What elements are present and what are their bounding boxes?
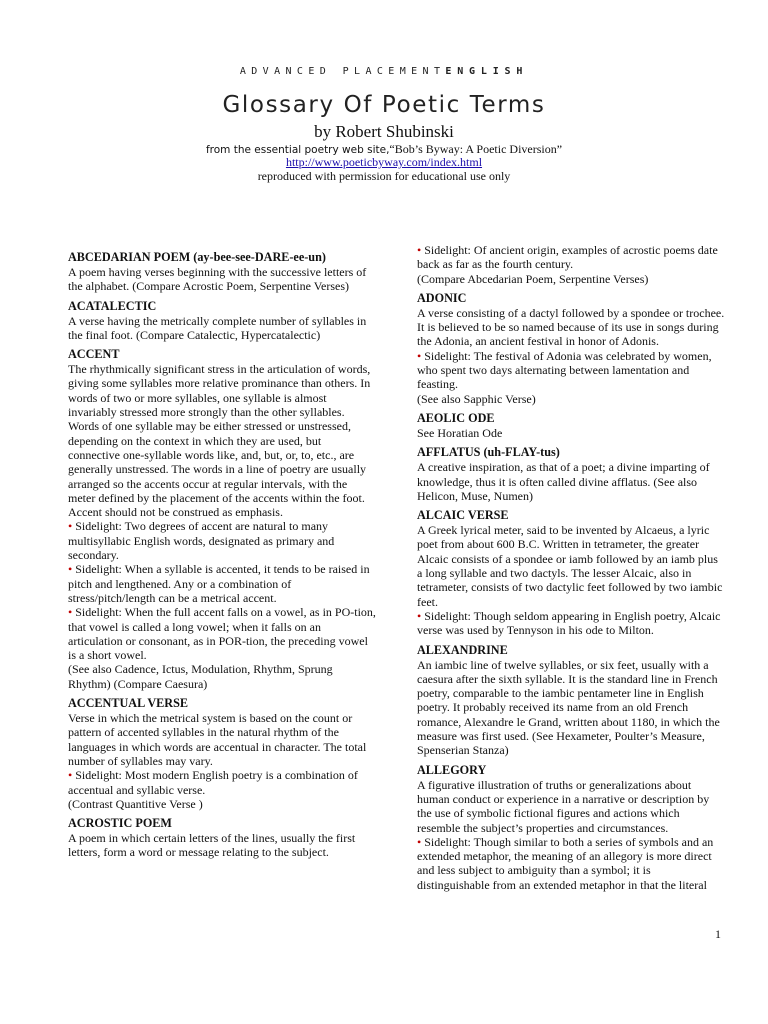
source-url-line	[0, 155, 768, 170]
page-number: 1	[715, 927, 721, 941]
definition-text: The rhythmically significant stress in the articulation of words, giving some syllables more relative prominance than others. In words of two or more syllables, one syllable is almost invariably stressed more strongly than the other syllables. Words of one syllable may be either stressed or unstressed, depending on the context in which they are used, but connective one-syllable words like, and, but, or, to, etc., are generally unstressed. The words in a line of poetry are usually arranged so the accents occur at regular intervals, with the meter defined by the placement of the accents within the foot. Accent should not be construed as emphasis.	[68, 362, 371, 520]
glossary-term: ABCEDARIAN POEM (ay-bee-see-DARE-ee-un)	[68, 250, 326, 264]
bullet-icon: •	[68, 519, 76, 534]
glossary-entry	[417, 643, 725, 758]
permission-note: reproduced with permission for educational use only	[257, 169, 511, 183]
glossary-entry	[417, 763, 725, 892]
sidelight-note	[417, 349, 725, 392]
glossary-right-column	[417, 243, 725, 897]
bullet-icon: •	[417, 243, 425, 257]
definition-text: A poem in which certain letters of the lines, usually the first letters, form a word or message relating to the subject.	[68, 831, 356, 860]
glossary-entry	[417, 291, 725, 406]
sidelight-text: Sidelight: Though similar to both a series of symbols and an extended metaphor, the meaning of an allegory is more direct and less subject to ambiguity than a symbol; it is distinguishable from an extended metaphor in that the literal	[417, 834, 714, 892]
sidelight-text: Sidelight: Two degrees of accent are natural to many multisyllabic English words, designated as primary and secondary.	[68, 519, 335, 563]
glossary-term: ACATALECTIC	[68, 298, 157, 313]
glossary-term: ACCENTUAL VERSE	[68, 696, 188, 711]
sidelight-note	[68, 605, 376, 662]
course-kicker	[0, 66, 768, 77]
cross-reference: (See also Cadence, Ictus, Modulation, Rhythm, Sprung Rhythm) (Compare Caesura)	[68, 662, 333, 691]
definition-text: A Greek lyrical meter, said to be invented by Alcaeus, a lyric poet from about 600 B.C. Written in tetrameter, the greater Alcaic consists of a spondee or iamb followed by an iamb plus a long syllable and two dactyls. The lesser Alcaic, also in tetrameter, consists of two dactylic feet followed by two iambic feet.	[417, 523, 723, 609]
source-name: “Bob’s Byway: A Poetic Diversion”	[389, 142, 563, 156]
definition-text: A poem having verses beginning with the successive letters of the alphabet. (Compare Acrostic Poem, Serpentine Verses)	[68, 265, 367, 294]
sidelight-text: Sidelight: The festival of Adonia was celebrated by women, who spent two days alternating between lamentation and feasting.	[417, 348, 712, 392]
glossary-entry	[417, 411, 725, 440]
sidelight-note	[417, 609, 725, 638]
glossary-term: ADONIC	[417, 290, 467, 305]
cross-reference: (Contrast Quantitive Verse )	[68, 796, 203, 811]
glossary-term: ALCAIC VERSE	[417, 508, 509, 523]
bullet-icon: •	[417, 834, 425, 849]
glossary-entry	[417, 243, 725, 286]
glossary-term: ALEXANDRINE	[417, 642, 508, 657]
definition-text: A verse consisting of a dactyl followed by a spondee or trochee. It is believed to be so named because of its use in songs during the Adonia, an ancient festival in honor of Adonis.	[417, 305, 725, 349]
kicker-suffix: ENGLISH	[445, 66, 529, 77]
bullet-icon: •	[68, 768, 76, 783]
glossary-entry	[417, 445, 725, 503]
glossary-term: AFFLATUS (uh-FLAY-tus)	[417, 445, 560, 460]
bullet-icon: •	[68, 562, 76, 577]
sidelight-note	[417, 835, 725, 892]
sidelight-text: Sidelight: Of ancient origin, examples of acrostic poems date back as far as the fourth century.	[417, 243, 718, 272]
definition-text: A verse having the metrically complete number of syllables in the final foot. (Compare Catalectic, Hypercatalectic)	[68, 313, 367, 342]
glossary-entry	[68, 250, 376, 294]
sidelight-note	[68, 519, 376, 562]
glossary-entry	[68, 696, 376, 811]
sidelight-text: Sidelight: Most modern English poetry is a combination of accentual and syllabic verse.	[68, 768, 358, 797]
glossary-entry	[68, 347, 376, 691]
definition-text: Verse in which the metrical system is based on the count or pattern of accented syllables in the natural rhythm of the languages in which words are accentual in character. The total number of syllables may vary.	[68, 711, 367, 768]
sidelight-text: Sidelight: Though seldom appearing in English poetry, Alcaic verse was used by Tennyson in his ode to Milton.	[417, 608, 721, 638]
source-prefix: from the essential poetry web site,	[205, 144, 390, 156]
document-title: Glossary Of Poetic Terms	[222, 92, 546, 118]
document-author: by Robert Shubinski	[314, 122, 454, 141]
definition-text: See Horatian Ode	[417, 425, 503, 440]
sidelight-note	[68, 562, 376, 605]
kicker-prefix: ADVANCED PLACEMENT	[239, 66, 446, 77]
definition-text: An iambic line of twelve syllables, or six feet, usually with a caesura after the sixth syllable. It is the standard line in French poetry, comparable to the iambic pentameter line in English poetry. It probably received its name from an old French romance, Alexandre le Grand, written about 1180, in which the measure was first used. (See Hexameter, Poulter’s Measure, Spenserian Stanza)	[417, 657, 720, 758]
cross-reference: (Compare Abcedarian Poem, Serpentine Verses)	[417, 271, 649, 286]
sidelight-note	[68, 768, 376, 797]
glossary-term: ALLEGORY	[417, 762, 487, 777]
glossary-term: ACCENT	[68, 347, 120, 362]
definition-text: A figurative illustration of truths or generalizations about human conduct or experience in a narrative or description by the use of symbolic fictional figures and actions which resemble the subject’s properties and circumstances.	[417, 777, 710, 835]
sidelight-text: Sidelight: When a syllable is accented, it tends to be raised in pitch and lengthened. Any or a combination of stress/pitch/length can be a metrical accent.	[68, 562, 370, 605]
glossary-term: AEOLIC ODE	[417, 410, 495, 425]
cross-reference: (See also Sapphic Verse)	[417, 391, 536, 406]
source-url-link[interactable]: http://www.poeticbyway.com/index.html	[285, 155, 483, 169]
bullet-icon: •	[417, 348, 425, 363]
glossary-entry	[68, 299, 376, 343]
definition-text: A creative inspiration, as that of a poet; a divine imparting of knowledge, thus it is often called divine afflatus. (See also Helicon, Muse, Numen)	[417, 460, 710, 503]
bullet-icon: •	[68, 605, 76, 620]
sidelight-text: Sidelight: When the full accent falls on a vowel, as in PO-tion, that vowel is called a long vowel; when it falls on an articulation or consonant, as in POR-tion, the preceding vowel is a short vowel.	[68, 605, 376, 663]
glossary-entry	[417, 508, 725, 637]
sidelight-note	[417, 243, 725, 272]
glossary-term: ACROSTIC POEM	[68, 816, 172, 831]
bullet-icon: •	[417, 608, 425, 623]
glossary-left-column	[68, 250, 376, 865]
glossary-entry	[68, 816, 376, 860]
